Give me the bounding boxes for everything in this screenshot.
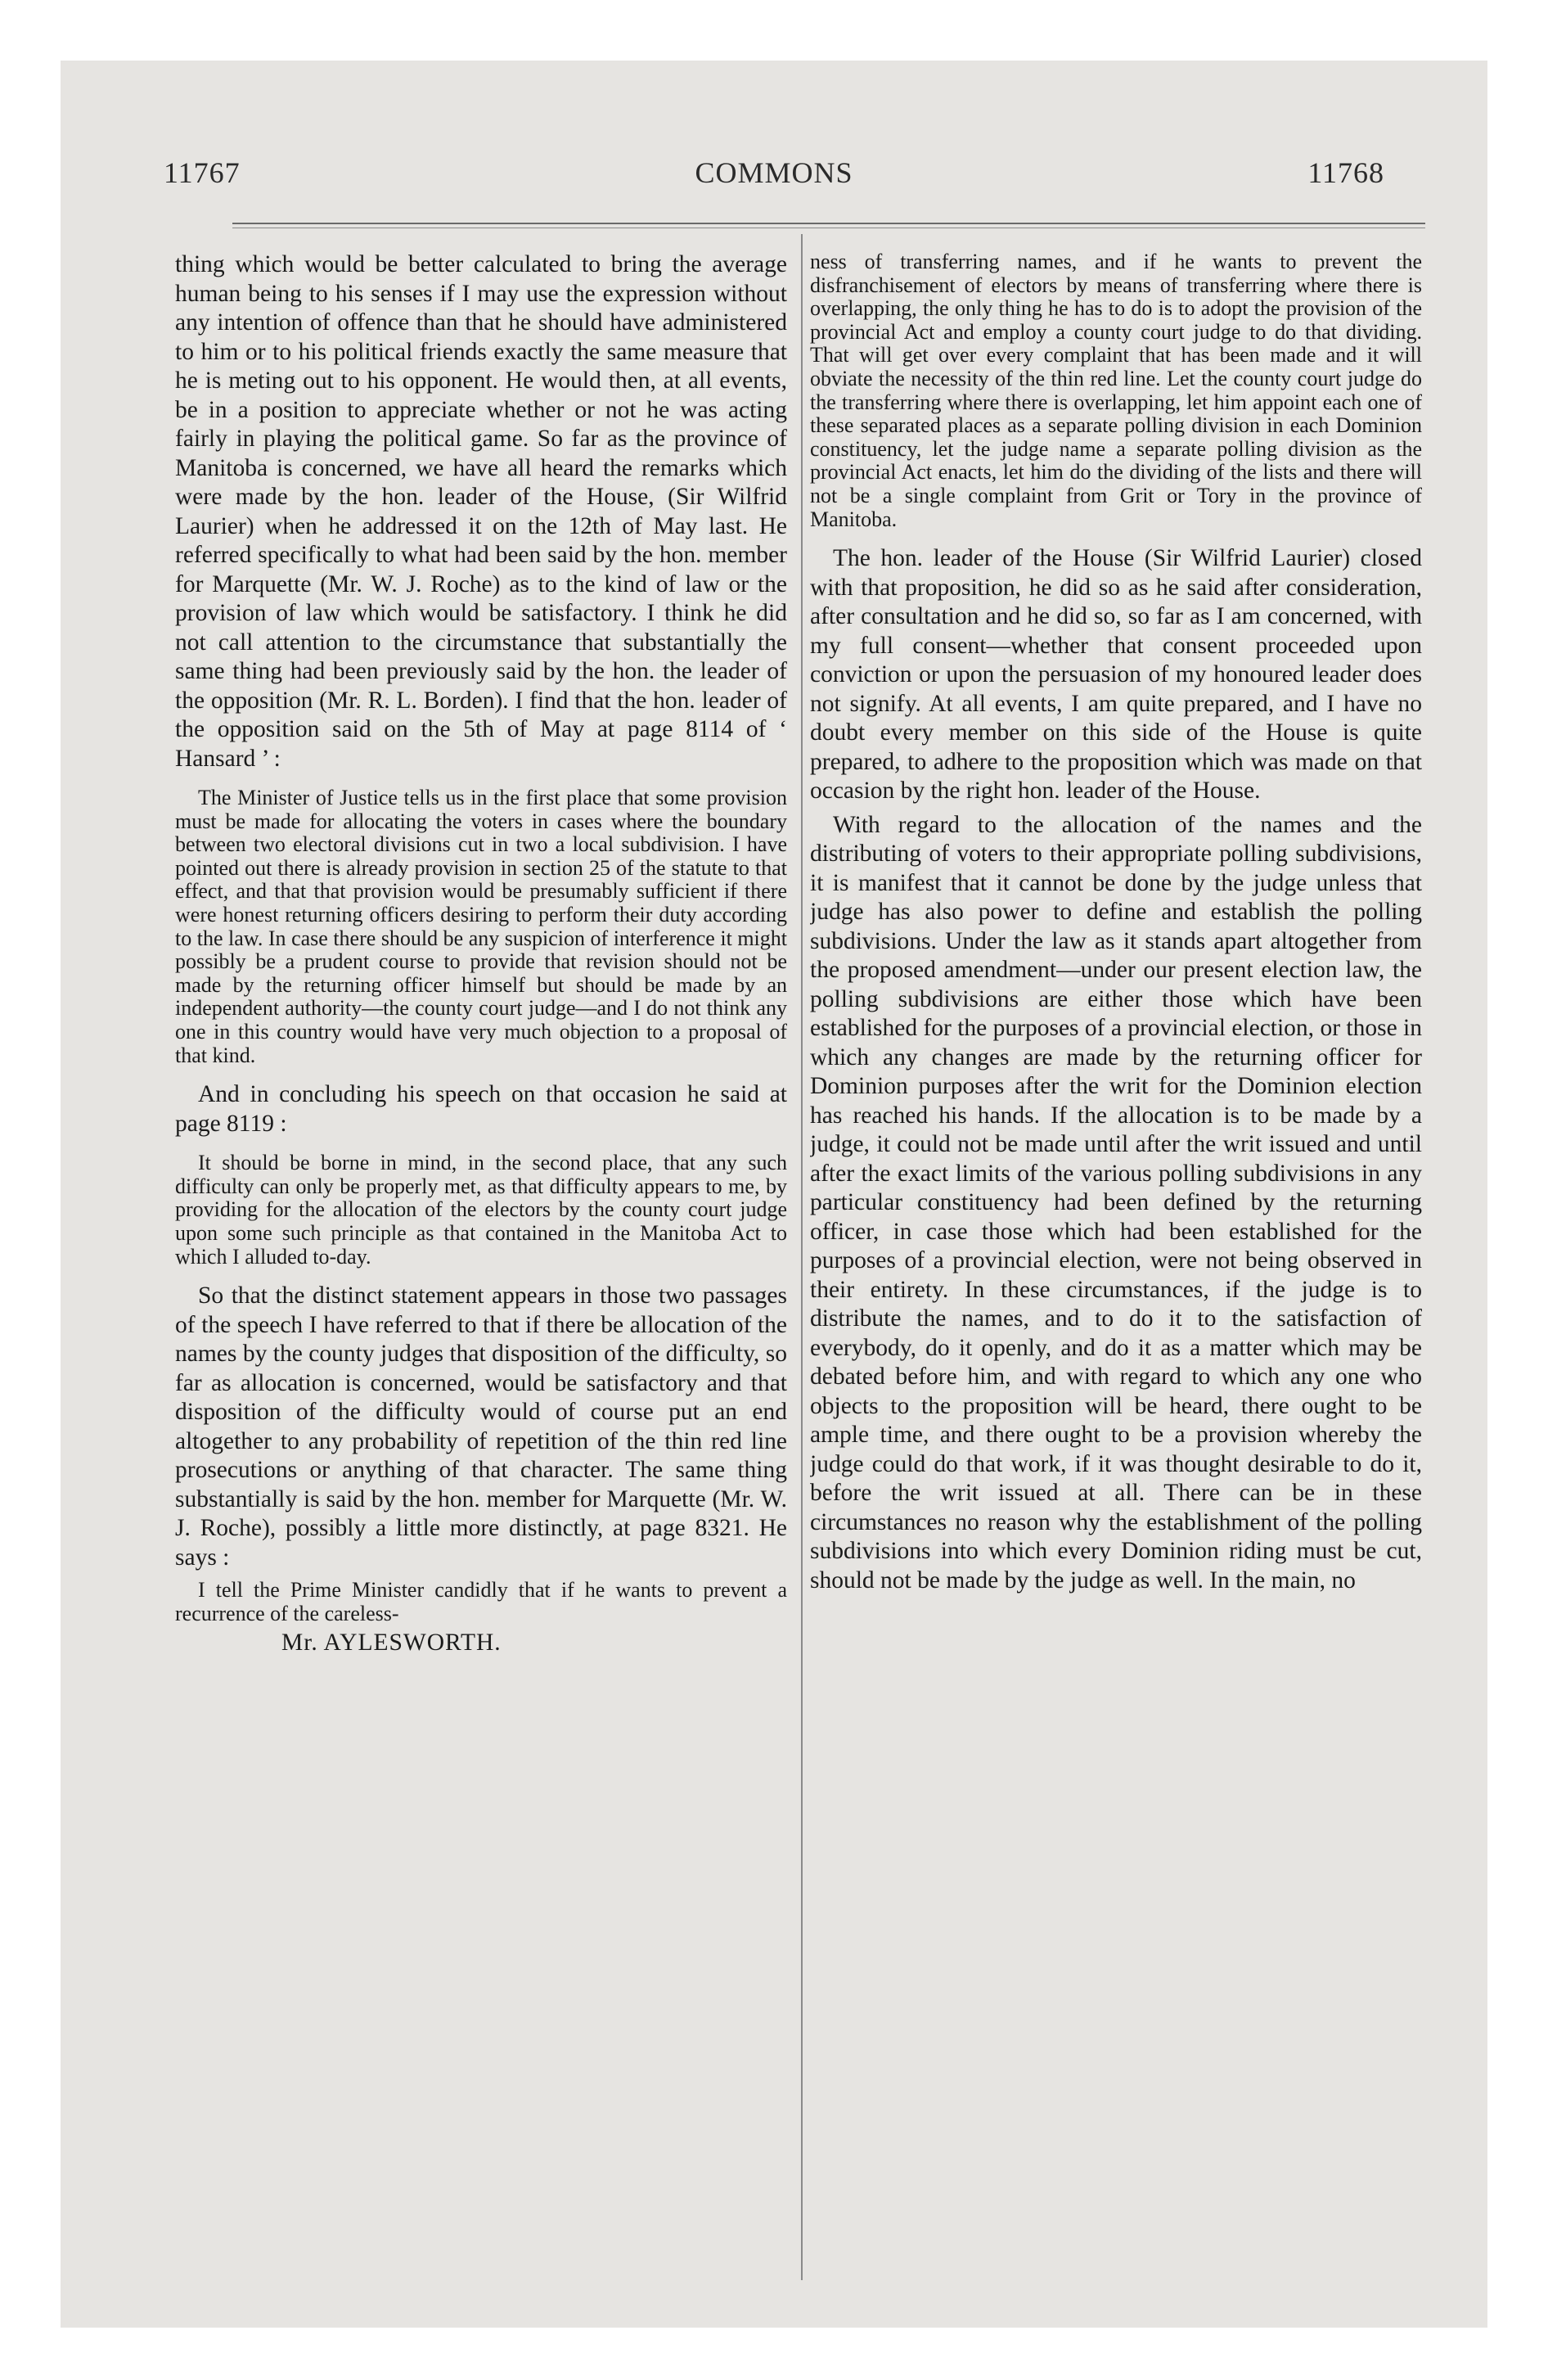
body-paragraph: With regard to the allocation of the names and the distributing of voters to their appropriate polling subdivisions, it is manifest that it cannot be done by the judge unless that judge has also power to define and establish the polling subdivisions. Under the law as it stands apart altogether from the proposed amendment—under our present election law, the polling subdivisions are either those which have been established for the purposes of a provincial election, or those in which any changes are made by the returning officer for Dominion purposes after the writ for the Dominion election has reached his hands. If the allocation is to be made by a judge, it could not be made until after the writ issued and until after the exact limits of the various polling subdivisions in any particular constituency had been defined by the returning officer, in case those which had been established for the purposes of a provincial election, were not being observed in their entirety. In these circumstances, if the judge is to distribute the names, and to do it to the satisfaction of everybody, do it openly, and do it as a matter which may be debated before him, and with regard to which any one who objects to the proposition will be heard, there ought to be ample time, and there ought to be a provision whereby the judge could do that work, if it was thought desirable to do it, before the writ issued at all. There can be in these circumstances no reason why the establishment of the polling subdivisions into which every Dominion riding must be cut, should not be made by the judge as well. In the main, no xyxy=(810,811,1422,1593)
quoted-passage: I tell the Prime Minister candidly that if he wants to prevent a recurrence of the careless- xyxy=(175,1578,787,1625)
page-number-left: 11767 xyxy=(164,156,241,189)
left-column xyxy=(175,250,787,2254)
body-paragraph: The hon. leader of the House (Sir Wilfrid Laurier) closed with that proposition, he did so as he said after consideration, after consultation and he did so, so far as I am concerned, with my full consent—whether that consent proceeded upon conviction or upon the persuasion of my honoured leader does not signify. At all events, I am quite prepared, and I have no doubt every member on this side of the House is quite prepared, to adhere to the proposition which was made on that occasion by the right hon. leader of the House. xyxy=(810,545,1422,805)
quoted-passage: The Minister of Justice tells us in the first place that some provision must be made for allocating the voters in cases where the boundary between two electoral divisions cut in two a local subdivision. I have pointed out there is already provision in section 25 of the statute to that effect, and that that provision would be presumably sufficient if there were honest returning officers desiring to perform their duty according to the law. In case there should be any suspicion of interference it might possibly be a prudent course to provide that revision should not be made by the returning officer himself but should be made by an independent authority—the county court judge—and I do not think any one in this country would have very much objection to a proposal of that kind. xyxy=(175,786,787,1067)
body-paragraph: thing which would be better calculated to bring the average human being to his senses if I may use the expression without any intention of offence than that he should have administered to him or to his political friends exactly the same measure that he is meting out to his opponent. He would then, at all events, be in a position to appreciate whether or not he was acting fairly in playing the political game. So far as the province of Manitoba is concerned, we have all heard the remarks which were made by the hon. leader of the House, (Sir Wilfrid Laurier) when he addressed it on the 12th of May last. He referred specifically to what had been said by the hon. member for Marquette (Mr. W. J. Roche) as to the kind of law or the provision of law which would be satisfactory. I think he did not call attention to the circumstance that substantially the same thing had been previously said by the hon. the leader of the opposition (Mr. R. L. Borden). I find that the hon. leader of the opposition said on the 5th of May at page 8114 of ‘ Hansard ’ : xyxy=(175,251,787,772)
body-paragraph: So that the distinct statement appears in those two passages of the speech I have referred to that if there be allocation of the names by the county judges that disposition of the difficulty, so far as allocation is concerned, would be satisfactory and that disposition of the difficulty would of course put an end altogether to any probability of repetition of the thin red line prosecutions or anything of that character. The same thing substantially is said by the hon. member for Marquette (Mr. W. J. Roche), possibly a little more distinctly, at page 8321. He says : xyxy=(175,1282,787,1571)
quoted-passage: It should be borne in mind, in the second place, that any such difficulty can only be properly met, as that difficulty appears to me, by providing for the allocation of the electors by the county court judge upon some such principle as that contained in the Manitoba Act to which I alluded to-day. xyxy=(175,1151,787,1269)
right-column xyxy=(810,250,1422,2254)
page-number-right: 11768 xyxy=(1307,156,1384,189)
quoted-passage-continued: ness of transferring names, and if he wants to prevent the disfranchisement of electors by means of transferring where there is overlapping, the only thing he has to do is to adopt the provision of the provincial Act and employ a county court judge to do that dividing. That will get over every complaint that has been made and it will obviate the necessity of the thin red line. Let the county court judge do the transferring where there is overlapping, let him appoint each one of these separated places as a separate polling division in each Dominion constituency, let the judge name a separate polling division as the provincial Act enacts, let him do the dividing of the lists and there will not be a single complaint from Grit or Tory in the province of Manitoba. xyxy=(810,250,1422,531)
speaker-label: Mr. AYLESWORTH. xyxy=(281,1629,502,1657)
running-title: COMMONS xyxy=(695,156,853,189)
header-rule xyxy=(232,223,1425,224)
page-header xyxy=(164,156,1384,196)
column-divider xyxy=(801,234,803,2280)
body-paragraph: And in concluding his speech on that occasion he said at page 8119 : xyxy=(175,1081,787,1137)
page-sheet xyxy=(61,61,1487,2328)
